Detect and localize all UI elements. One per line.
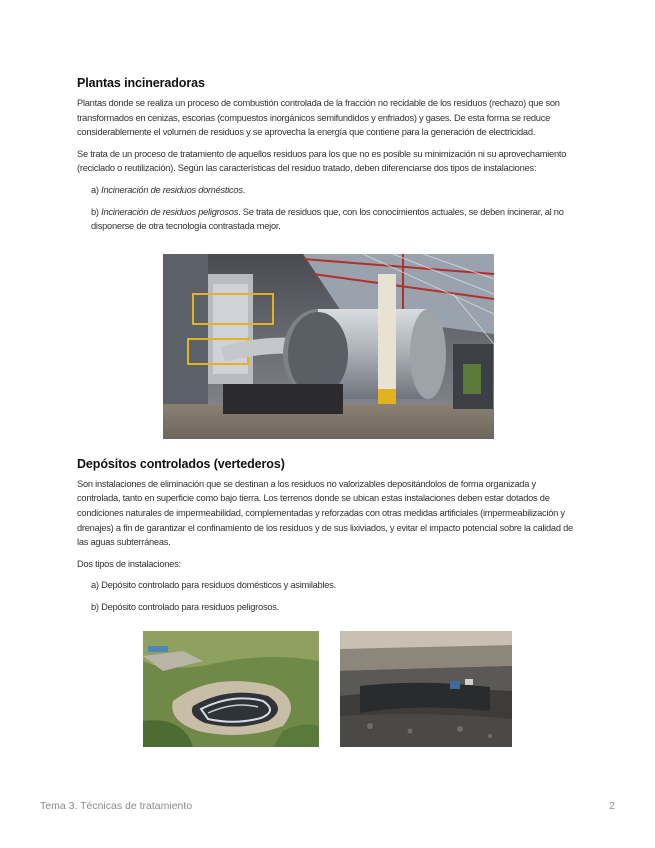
list-item-text: . Se trata de residuos que, con los conocimientos actuales, se deben incinerar, al no disponerse de otra tecnología contrastada mejor. [91,206,564,232]
section-title-depositos: Depósitos controlados (vertederos) [77,456,285,471]
incinerator-photo-container [77,254,580,439]
list-item [91,205,580,234]
list-item-suffix: . [242,184,246,195]
paragraph: Plantas donde se realiza un proceso de combustión controlada de la fracción no recidable de los residuos (rechazo) que son transformados en cenizas, escorias (compuestos inorgánicos semifundidos y enfriados) y gases. De esta forma se reduce considerablemente el volumen de residuos y se aprovecha la energía que contiene para la generación de electricidad. [77,98,560,138]
section-title-incineradoras: Plantas incineradoras [77,76,205,90]
page-number: 2 [609,800,615,812]
paragraph: Son instalaciones de eliminación que se destinan a los residuos no valorizables depositándolos de forma organizada y controlada, tanto en superficie como bajo tierra. Los terrenos donde se ubican estas instalaciones deben estar dotados de condiciones naturales de impermeabilidad, complementadas y reforzadas con otras medidas artificiales (impermeabilización y drenajes) a fin de garantizar el confinamiento de los residuos y de sus lixiviados, y evitar el impacto potencial sobre la calidad de las aguas subterráneas. [77,478,573,548]
list-marker: a) [91,184,102,195]
landfill-site-photo [340,631,512,747]
list-marker: b) [91,206,102,217]
landfill-photos [143,631,512,747]
list-item: b) Depósito controlado para residuos peligrosos. [91,601,279,612]
list-item-text: Incineración de residuos domésticos [101,184,243,195]
landfill-aerial-photo [143,631,319,747]
paragraph: Dos tipos de instalaciones: [77,558,181,569]
paragraph: Se trata de un proceso de tratamiento de aquellos residuos para los que no es posible su minimización ni su aprovechamiento (reciclado o reutilización). Según las características del residuo tratado, deben diferenciarse dos tipos de instalaciones: [77,148,567,174]
page-footer [40,800,615,812]
page-content [77,76,580,747]
footer-title: Tema 3. Técnicas de tratamiento [40,800,193,812]
list-item: a) Depósito controlado para residuos domésticos y asimilables. [91,580,336,591]
list-item-term: Incineración de residuos peligrosos [101,206,239,217]
list-item [91,183,580,198]
incinerator-photo [163,254,494,439]
